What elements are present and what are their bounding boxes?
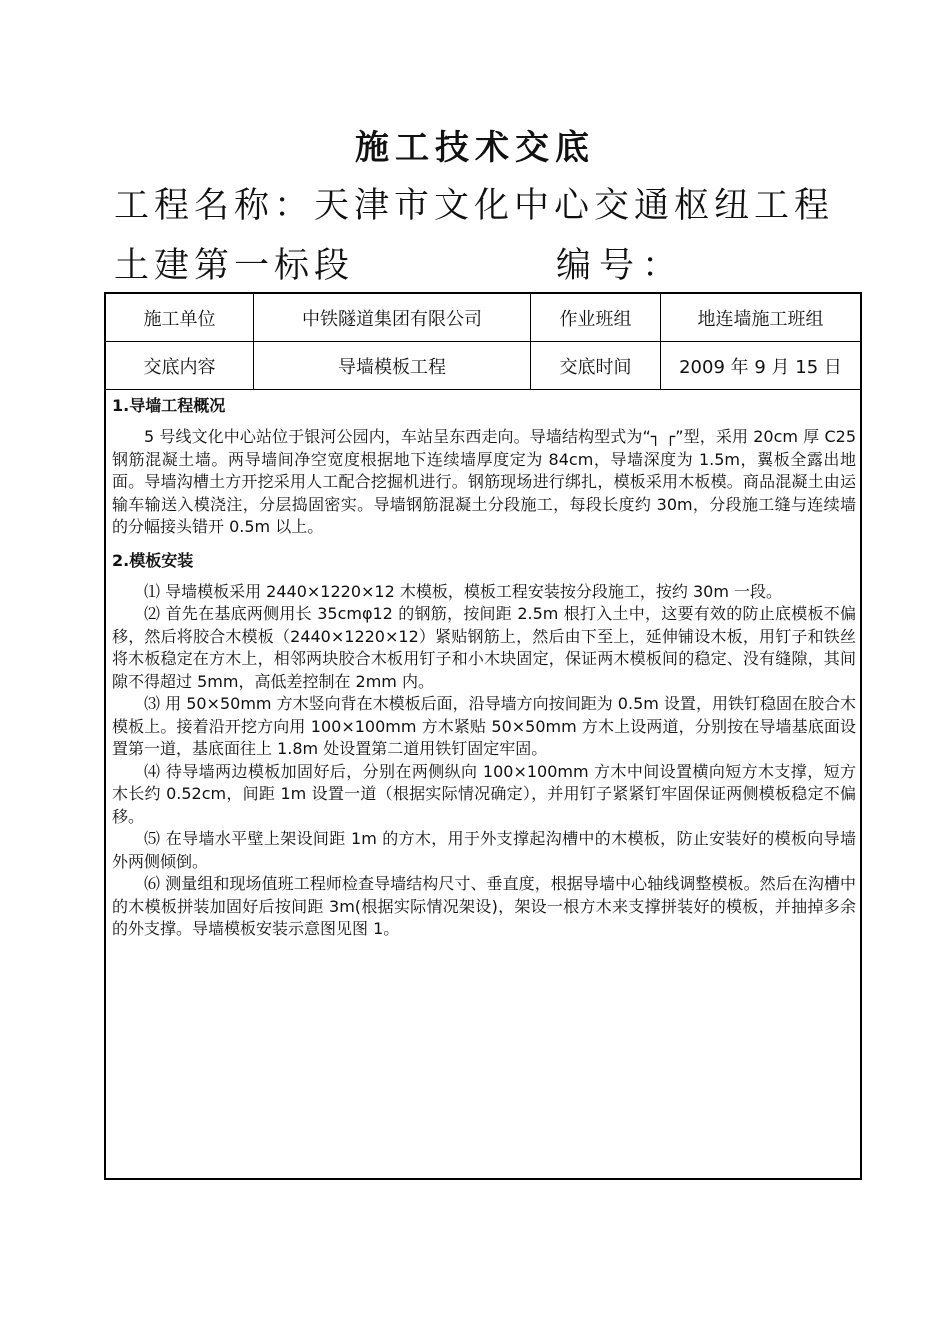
section2-item-3: ⑶ 用 50×50mm 方木竖向背在木模板后面，沿导墙方向按间距为 0.5m 设置，用铁钉稳固在胶合木模板上。接着沿开挖方向用 100×100mm 方木紧贴 50×50mm 方木上设两道，分别按在导墙基底面设置第一道，基底面往上 1.8m 处设置第二道用铁钉固定牢固。 xyxy=(112,694,856,758)
briefing-time-value: 2009 年 9 月 15 日 xyxy=(679,356,842,378)
document-title: 施工技术交底 xyxy=(355,128,595,168)
construction-unit-value: 中铁隧道集团有限公司 xyxy=(254,294,531,341)
construction-unit-label: 施工单位 xyxy=(106,294,254,341)
briefing-time-label: 交底时间 xyxy=(531,342,661,389)
section1-paragraph: 5 号线文化中心站位于银河公园内，车站呈东西走向。导墙结构型式为“┐ ┌”型，采用 20cm 厚 C25 钢筋混凝土墙。两导墙间净空宽度根据地下连续墙厚度定为 84cm，导墙深度为 1.5m，翼板全露出地面。导墙沟槽土方开挖采用人工配合挖掘机进行。钢筋现场进行绑扎，模板采用木板模。商品混凝土由运输车输送入模浇注，分层捣固密实。导墙钢筋混凝土分段施工，每段长度约 30m，分段施工缝与连续墙的分幅接头错开 0.5m 以上。 xyxy=(112,427,856,536)
section2-item-5: ⑸ 在导墙水平壁上架设间距 1m 的方木，用于外支撑起沟槽中的木模板，防止安装好的模板向导墙外两侧倾倒。 xyxy=(112,829,856,871)
briefing-body xyxy=(112,394,856,941)
document-number-label: 编号： xyxy=(556,246,686,286)
briefing-content-label: 交底内容 xyxy=(106,342,254,389)
work-team-label: 作业班组 xyxy=(531,294,661,341)
project-section-line: 土建第一标段 xyxy=(114,246,355,286)
table-row xyxy=(106,294,860,342)
table-row xyxy=(106,342,860,390)
section2-heading: 2.模板安装 xyxy=(112,550,194,570)
project-name-line: 工程名称：天津市文化中心交通枢纽工程 xyxy=(114,186,835,226)
briefing-table xyxy=(104,292,862,1180)
section2-item-1: ⑴ 导墙模板采用 2440×1220×12 木模板，模板工程安装按分段施工，按约 30m 一段。 xyxy=(144,581,782,601)
section1-heading: 1.导墙工程概况 xyxy=(112,396,226,415)
section2-item-4: ⑷ 待导墙两边模板加固好后，分别在两侧纵向 100×100mm 方木中间设置横向短方木支撑，短方木长约 0.52cm，间距 1m 设置一道（根据实际情况确定），并用钉子紧紧钉牢固保证两侧模板稳定不偏移。 xyxy=(112,761,856,826)
work-team-value: 地连墙施工班组 xyxy=(697,308,824,330)
briefing-content-value: 导墙模板工程 xyxy=(254,342,531,389)
section2-item-2: ⑵ 首先在基底两侧用长 35cmφ12 的钢筋，按间距 2.5m 根打入土中，这要有效的防止底模板不偏移，然后将胶合木模板（2440×1220×12）紧贴钢筋上，然后由下至上，延伸铺设木板，用钉子和铁丝将木板稳定在方木上，相邻两块胶合木板用钉子和小木块固定，保证两木模板间的稳定、没有缝隙，其间隙不得超过 5mm，高低差控制在 2mm 内。 xyxy=(112,604,856,691)
section2-item-6: ⑹ 测量组和现场值班工程师检查导墙结构尺寸、垂直度，根据导墙中心轴线调整模板。然后在沟槽中的木模板拼装加固好后按间距 3m(根据实际情况架设)，架设一根方木来支撑拼装好的模板，并抽掉多余的外支撑。导墙模板安装示意图见图 1。 xyxy=(112,874,856,938)
